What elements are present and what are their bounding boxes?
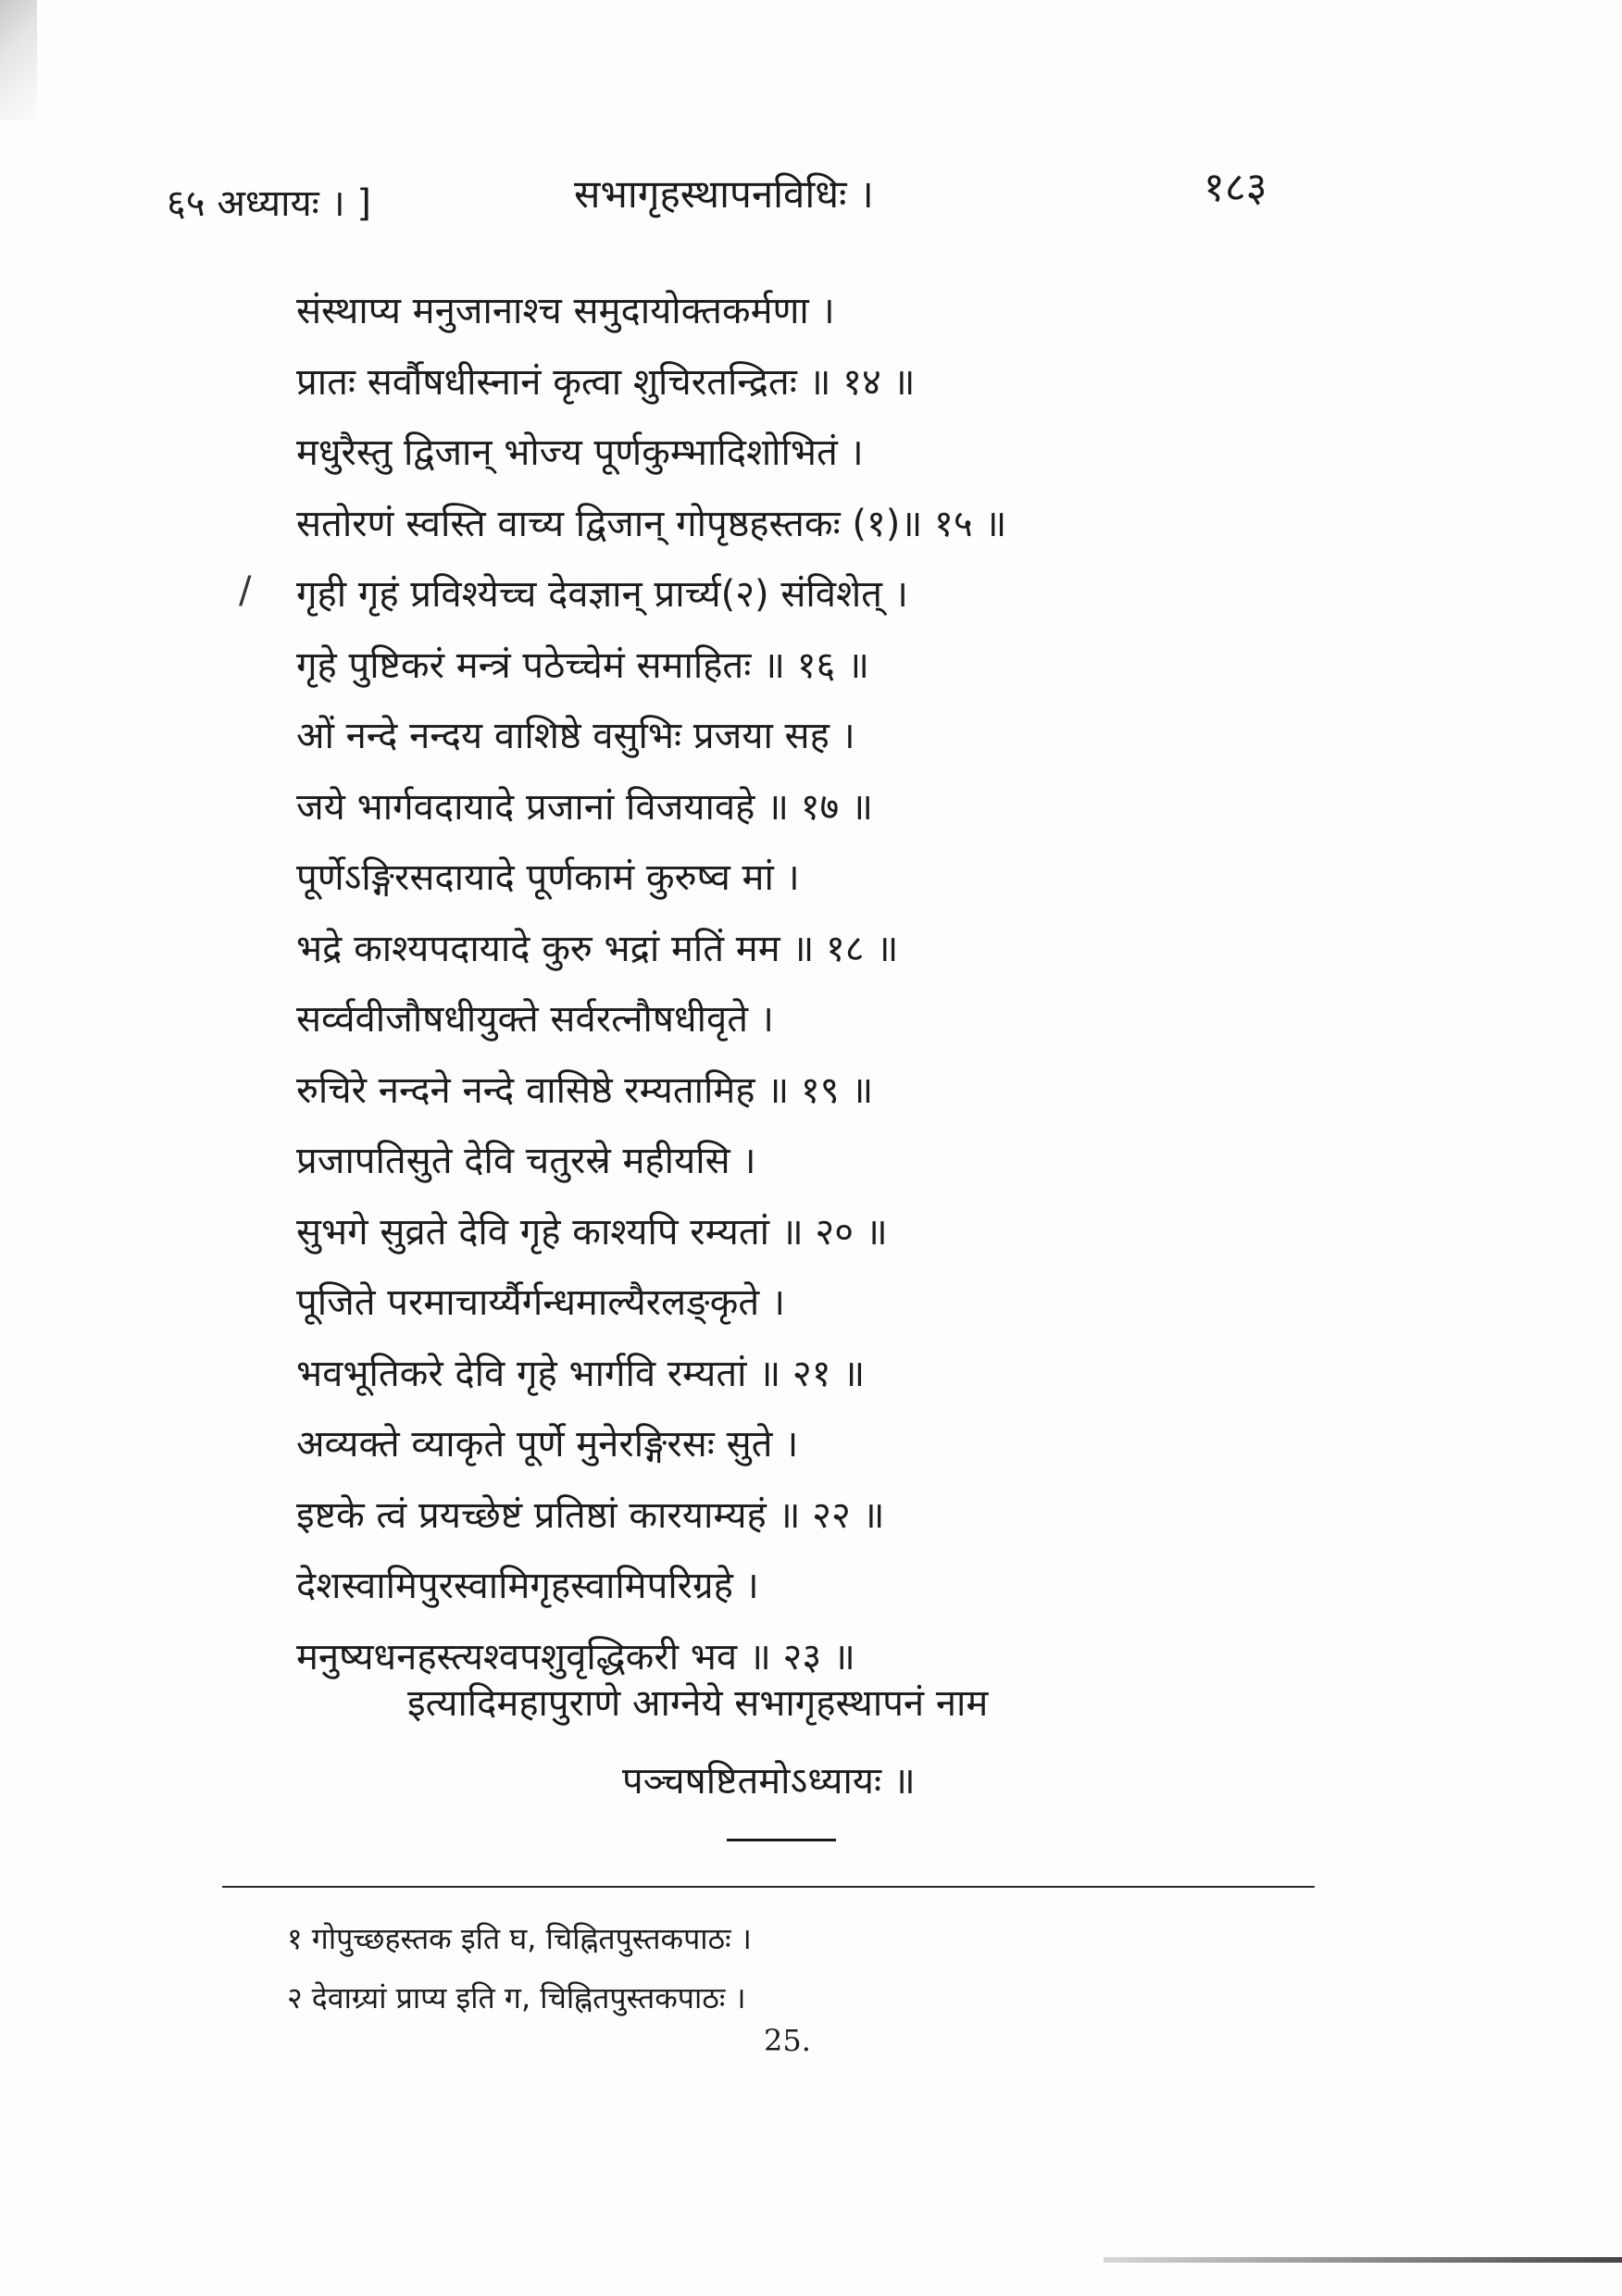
verse-line: जये भार्गवदायादे प्रजानां विजयावहे ॥ १७ ॥ [296,785,874,829]
verse-line: पूजिते परमाचार्य्यैर्गन्धमाल्यैरलङ्कृते । [296,1281,786,1324]
verse-line: भवभूतिकरे देवि गृहे भार्गवि रम्यतां ॥ २१ ॥ [296,1352,866,1395]
verse-line: भद्रे काश्यपदायादे कुरु भद्रां मतिं मम ॥ १८ ॥ [296,927,899,970]
footnotes [287,1909,752,2028]
page-number: १८३ [1204,164,1267,211]
verse-line: ओं नन्दे नन्दय वाशिष्ठे वसुभिः प्रजया सह । [296,715,855,757]
verse-line: अव्यक्ते व्याकृते पूर्णे मुनेरङ्गिरसः सुते । [296,1423,799,1466]
verse-line: प्रातः सर्वौषधीस्नानं कृत्वा शुचिरतन्द्रितः ॥ १४ ॥ [296,360,916,404]
verse-line: गृही गृहं प्रविश्येच्च देवज्ञान् प्रार्च्य(२) संविशेत् । [296,573,908,616]
verse-line: रुचिरे नन्दने नन्दे वासिष्ठे रम्यतामिह ॥ १९ ॥ [296,1068,874,1112]
footnote-divider [222,1886,1315,1888]
scan-edge-line [1104,2257,1622,2263]
footnote-2: २ देवाग्र्यां प्राप्य इति ग, चिह्नितपुस्तकपाठः । [287,1980,746,2015]
verse-line: संस्थाप्य मनुजानाश्च समुदायोक्तकर्मणा । [296,290,835,332]
chapter-heading: ६५ अध्यायः । ] [167,182,371,225]
verse-line: इष्टके त्वं प्रयच्छेष्टं प्रतिष्ठां कारयाम्यहं ॥ २२ ॥ [296,1493,885,1537]
verse-line: सर्व्ववीजौषधीयुक्ते सर्वरत्नौषधीवृते । [296,998,774,1041]
colophon-line-2: पञ्चषष्टितमोऽध्यायः ॥ [622,1760,916,1803]
verse-line: पूर्णेऽङ्गिरसदायादे पूर्णकामं कुरुष्व मां । [296,856,800,899]
page-title: सभागृहस्थापनविधिः । [574,171,874,217]
footnote-1: १ गोपुच्छहस्तक इति घ, चिह्नितपुस्तकपाठः । [287,1921,752,1956]
verse-line: देशस्वामिपुरस्वामिगृहस्वामिपरिग्रहे । [296,1565,759,1607]
chapter-end-rule [727,1839,836,1841]
verse-line: सुभगे सुव्रते देवि गृहे काश्यपि रम्यतां ॥ २० ॥ [296,1210,888,1254]
verse-line: सतोरणं स्वस्ति वाच्य द्विजान् गोपृष्ठहस्तकः (१)॥ १५ ॥ [296,502,1007,545]
verse-line: मनुष्यधनहस्त्यश्वपशुवृद्धिकरी भव ॥ २३ ॥ [296,1635,855,1678]
colophon-line-1: इत्यादिमहापुराणे आग्नेये सभागृहस्थापनं नाम [407,1682,989,1725]
verse-line: प्रजापतिसुते देवि चतुरस्रे महीयसि । [296,1140,756,1182]
scan-edge-shadow [0,0,37,120]
margin-annotation: / [239,569,252,612]
verse-line: गृहे पुष्टिकरं मन्त्रं पठेच्चेमं समाहितः ॥ १६ ॥ [296,643,869,687]
sheet-signature-number: 25. [764,2023,811,2058]
verse-line: मधुरैस्तु द्विजान् भोज्य पूर्णकुम्भादिशोभितं । [296,431,864,474]
verse-block [296,276,1315,1692]
